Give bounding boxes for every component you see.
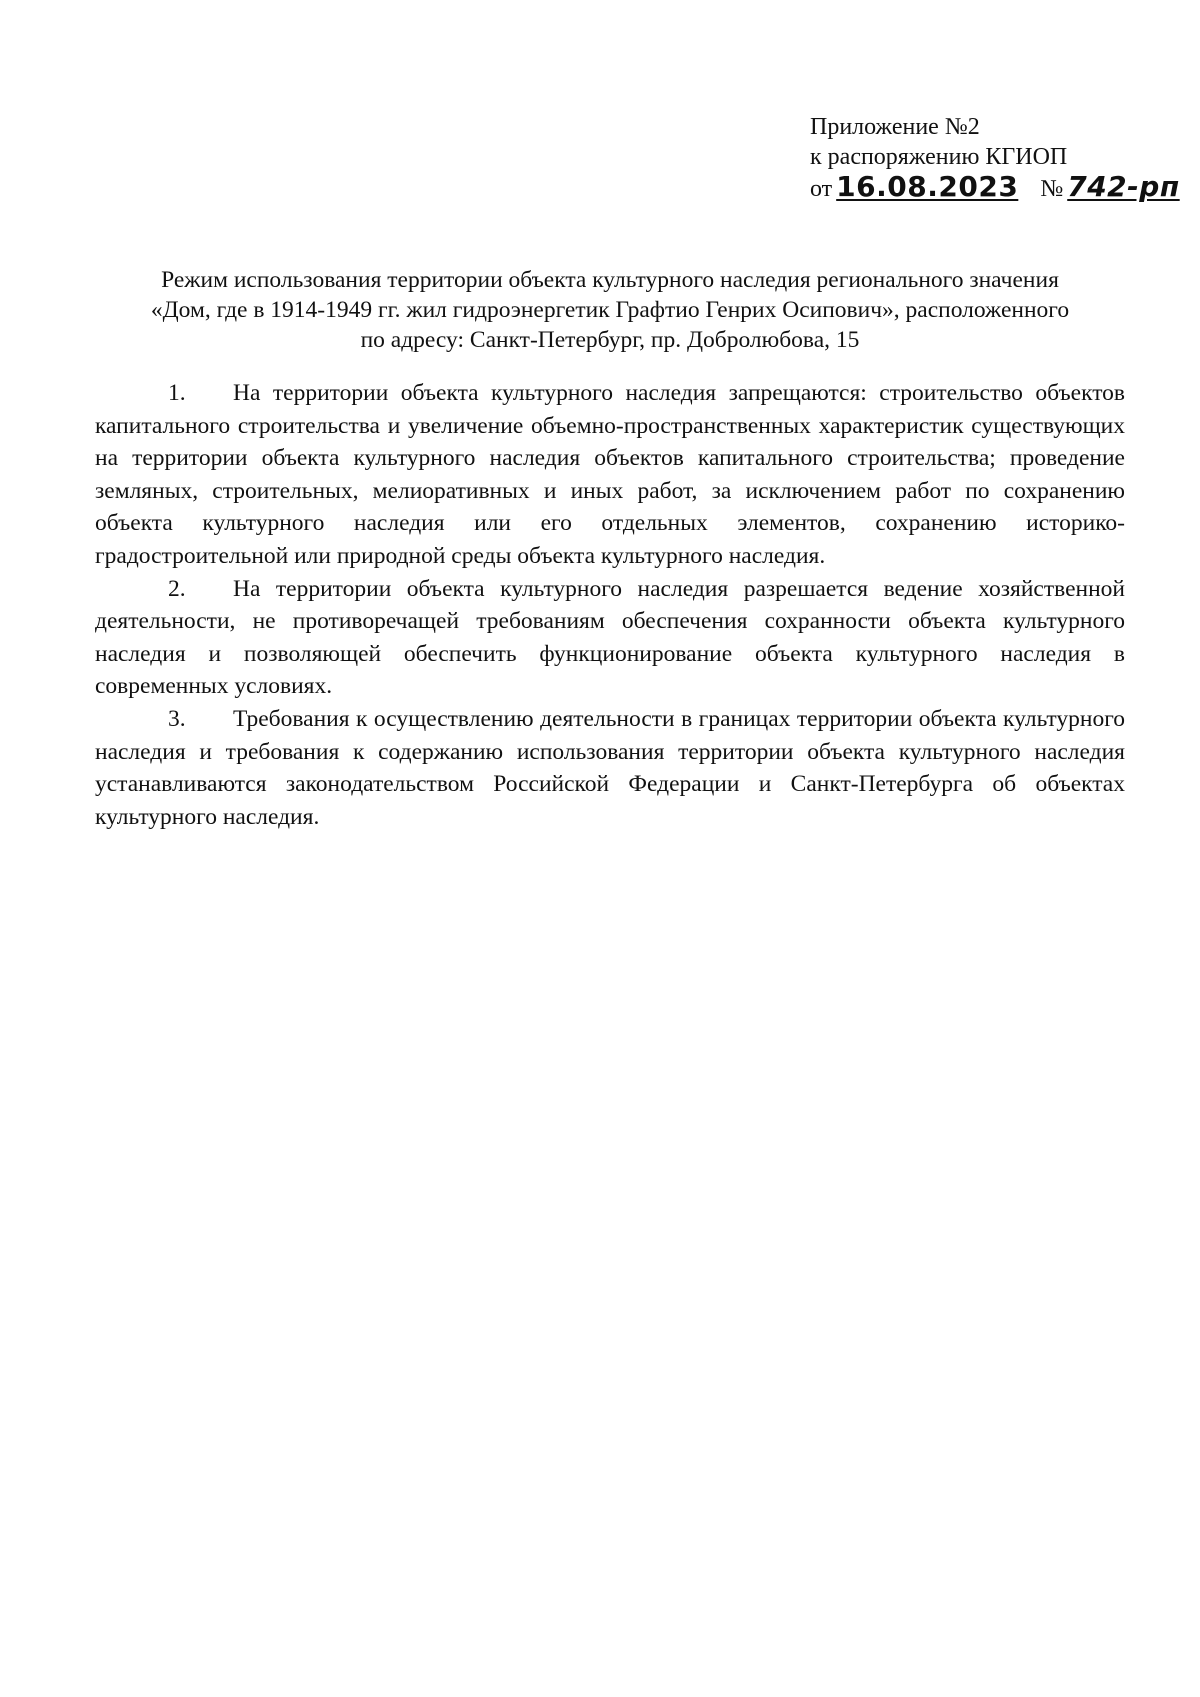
paragraph-number: 2. (168, 575, 186, 602)
document-title (95, 265, 1125, 355)
document-body (95, 377, 1125, 833)
date-prefix: от (810, 176, 833, 202)
paragraph-text: На территории объекта культурного наследия разрешается ведение хозяйственной деятельности, не противоречащей требованиям обеспечения сохранности объекта культурного наследия и позволяющей обеспечить функционирование объекта культурного наследия в современных условиях. (95, 575, 1125, 700)
title-line-3: по адресу: Санкт-Петербург, пр. Добролюбова, 15 (360, 327, 860, 353)
paragraph-text: На территории объекта культурного наследия запрещаются: строительство объектов капитального строительства и увеличение объемно-пространственных характеристик существующих на территории объекта культурного наследия объектов капитального строительства; проведение земляных, строительных, мелиоративных и иных работ, за исключением работ по сохранению объекта культурного наследия или его отдельных элементов, сохранению историко-градостроительной или природной среды объекта культурного наследия. (95, 380, 1125, 569)
paragraph-2 (95, 573, 1125, 703)
number-prefix: № (1040, 176, 1064, 202)
paragraph-text: Требования к осуществлению деятельности в границах территории объекта культурного наследия и требования к содержанию использования территории объекта культурного наследия устанавливаются законодательством Российской Федерации и Санкт-Петербурга об объектах культурного наследия. (95, 705, 1125, 830)
annex-reference: к распоряжению КГИОП (810, 144, 1068, 170)
paragraph-1 (95, 377, 1125, 573)
title-line-1: Режим использования территории объекта культурного наследия регионального значения (161, 267, 1059, 293)
title-line-2: «Дом, где в 1914-1949 гг. жил гидроэнергетик Графтио Генрих Осипович», расположенного (150, 297, 1070, 323)
paragraph-number: 1. (168, 380, 186, 406)
annex-date-number-line (810, 170, 1180, 204)
annex-header (810, 112, 1180, 204)
annex-title: Приложение №2 (810, 114, 980, 140)
handwritten-date: 16.08.2023 (836, 170, 1019, 203)
paragraph-3 (95, 703, 1125, 833)
paragraph-number: 3. (168, 705, 186, 732)
handwritten-number: 742-рп (1067, 170, 1180, 203)
